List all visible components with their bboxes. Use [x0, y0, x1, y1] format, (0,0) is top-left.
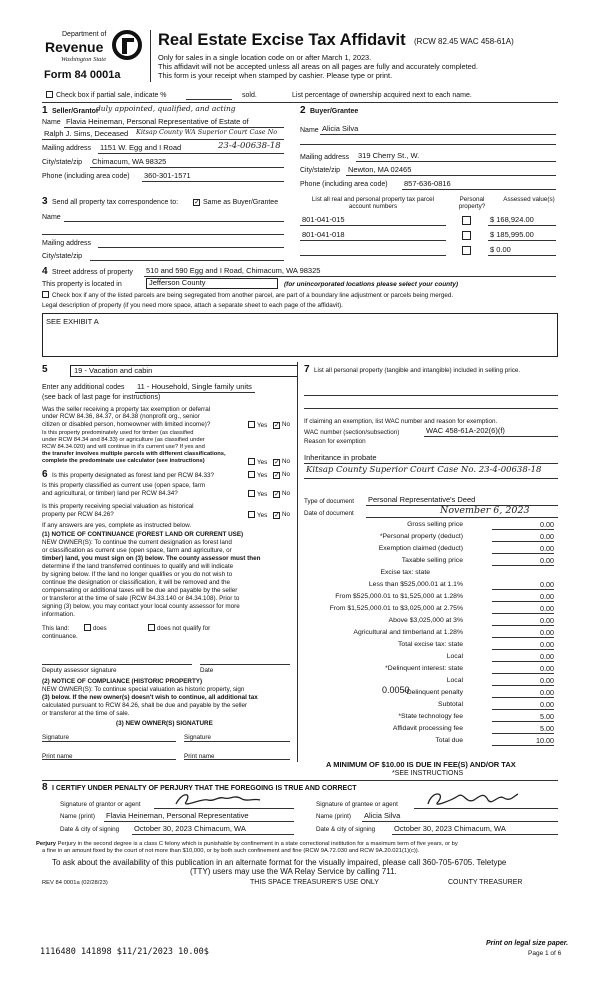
calc-label-8: Above $3,025,000 at 3%: [388, 617, 463, 624]
seller-phone-label: Phone (including area code): [42, 173, 130, 180]
buyer-phone-label: Phone (including area code): [300, 181, 388, 188]
partial-sale-label: Check box if partial sale, indicate %: [56, 92, 167, 99]
calc-value-16[interactable]: 5.00: [492, 713, 554, 722]
grantor-sig-label: Signature of grantor or agent: [60, 801, 141, 808]
calc-value-8[interactable]: 0.00: [492, 617, 554, 626]
continuance-body-5: continue the designation or classification, it will be removed and the: [42, 579, 230, 586]
grantee-signature-scribble-icon: [424, 788, 520, 810]
reason-label: Reason for exemption: [304, 438, 366, 445]
buyer-name[interactable]: Alicia Silva: [322, 124, 359, 133]
continuance-word: continuance.: [42, 633, 78, 640]
grantor-name-label: Name (print): [60, 813, 95, 820]
exemption-label: If claiming an exemption, list WAC number and reason for exemption.: [304, 418, 498, 425]
page-number: Page 1 of 6: [528, 950, 562, 957]
parcel-value-1[interactable]: $ 168,924.00: [490, 215, 534, 224]
section-2-number: 2: [300, 105, 306, 116]
calc-label-18: Total due: [435, 737, 463, 744]
calc-value-17[interactable]: 5.00: [492, 725, 554, 734]
calc-label-14: *Delinquent penalty: [404, 689, 463, 696]
s6-q1-no[interactable]: ✓ No: [273, 471, 290, 479]
q2-line5: complete the predominate use calculator (see instructions): [42, 458, 205, 464]
s6-q2-line1: Is this property classified as current use (open space, farm: [42, 482, 206, 489]
parcel-number-2[interactable]: 801-041-018: [302, 230, 345, 239]
corr-city-label: City/state/zip: [42, 253, 83, 260]
alt-format-line1: To ask about the availability of this publication in an alternate format for the visually impaired, please call 360-705-6705. Teletype: [52, 858, 507, 867]
same-as-buyer-label: Same as Buyer/Grantee: [203, 199, 279, 206]
q2-line3: RCW 84.34.020) and will continue in it's current use? If yes and: [42, 444, 205, 450]
section-6-number: 6: [42, 469, 48, 480]
calc-label-4: Excise tax: state: [380, 569, 430, 576]
calc-value-10[interactable]: 0.00: [492, 641, 554, 650]
s6-q3-line2: property per RCW 84.26?: [42, 511, 114, 518]
parcel-number-1[interactable]: 801-041-015: [302, 215, 345, 224]
q2-line4: the transfer involves multiple parcels with different classifications,: [42, 451, 226, 457]
alt-format-line2: (TTY) users may use the WA Relay Service by calling 711.: [190, 867, 397, 876]
parcel-col-numbers: List all real and personal property tax parcel account numbers: [311, 196, 435, 211]
local-rate[interactable]: 0.0050: [382, 685, 410, 695]
dept-line2: Revenue: [45, 39, 104, 55]
q2-yes[interactable]: Yes: [248, 458, 267, 466]
calc-label-13: Local: [446, 677, 463, 684]
grantor-signature-scribble-icon: [172, 790, 262, 810]
seller-annotation: duly appointed, qualified, and acting: [96, 104, 236, 113]
continuance-body-7: or transferor at the time of sale (RCW 84.33.140 or 84.34.108). Prior to: [42, 595, 240, 602]
buyer-section-label: Buyer/Grantee: [310, 108, 359, 115]
top-rule: [42, 102, 558, 103]
buyer-mailing[interactable]: 319 Cherry St., W.: [358, 151, 420, 160]
continuance-body-0: NEW OWNER(S): To continue the current designation as forest land: [42, 539, 232, 546]
if-yes-note: If any answers are yes, complete as instructed below.: [42, 522, 192, 529]
new-owner-print-label-1: Print name: [42, 753, 73, 760]
doc-type[interactable]: Personal Representative's Deed: [368, 495, 476, 504]
parcel-col-value: Assessed value(s): [503, 196, 555, 203]
same-as-buyer-checkbox[interactable]: [193, 198, 202, 206]
partial-sale-checkbox[interactable]: [46, 91, 55, 100]
new-owner-signature-title: (3) NEW OWNER(S) SIGNATURE: [116, 720, 213, 727]
s6-q3-no[interactable]: ✓ No: [273, 511, 290, 519]
reason-value[interactable]: Inheritance in probate: [304, 453, 377, 462]
located-label: This property is located in: [42, 281, 122, 288]
calc-label-15: Subtotal: [438, 701, 463, 708]
q1-line2: under RCW 84.36, 84.37, or 84.38 (nonprofit org., senior: [42, 413, 200, 420]
grantor-name[interactable]: Flavia Heineman, Personal Representative: [106, 811, 249, 820]
legal-label: Legal description of property (if you need more space, attach a separate sheet to each page of the affidavit).: [42, 302, 343, 309]
compliance-body-0: NEW OWNER(S): To continue special valuation as historic property, sign: [42, 686, 245, 693]
parcel-personal-checkbox-3[interactable]: [462, 246, 473, 257]
property-street[interactable]: 510 and 590 Egg and I Road, Chimacum, WA 98325: [146, 266, 321, 275]
certify-title: I CERTIFY UNDER PENALTY OF PERJURY THAT THE FOREGOING IS TRUE AND CORRECT: [52, 785, 357, 792]
reason-handwritten: Kitsap County Superior Court Case No. 23-4-00638-18: [306, 465, 542, 475]
calc-value-11[interactable]: 0.00: [492, 653, 554, 662]
wac-number[interactable]: WAC 458-61A-202(6)(f): [426, 426, 505, 435]
q1-no[interactable]: ✓ No: [273, 421, 290, 429]
buyer-phone[interactable]: 857-636-0816: [404, 179, 451, 188]
calc-value-9[interactable]: 0.00: [492, 629, 554, 638]
county-treasurer-label: COUNTY TREASURER: [448, 879, 523, 886]
calc-label-10: Total excise tax: state: [398, 641, 463, 648]
calc-value-3[interactable]: 0.00: [492, 557, 554, 566]
calc-label-9: Agricultural and timberland at 1.28%: [353, 629, 463, 636]
continuance-body-3: determine if the land transferred continues to qualify and will indicate: [42, 563, 234, 570]
calc-label-7: From $1,525,000.01 to $3,025,000 at 2.75%: [329, 605, 463, 612]
compliance-title: (2) NOTICE OF COMPLIANCE (HISTORIC PROPERTY): [42, 678, 203, 685]
calc-value-7[interactable]: 0.00: [492, 605, 554, 614]
grantee-signature[interactable]: [424, 788, 520, 814]
q2-line1: Is this property predominately used for timber (as classified: [42, 430, 194, 436]
dept-line3: Washington State: [61, 56, 107, 63]
calc-value-6[interactable]: 0.00: [492, 593, 554, 602]
s6-q2-yes[interactable]: Yes: [248, 490, 267, 498]
calc-value-1[interactable]: 0.00: [492, 533, 554, 542]
calc-value-2[interactable]: 0.00: [492, 545, 554, 554]
county-value: Jefferson County: [149, 278, 206, 287]
continuance-body-1: or classification as current use (open space, farm and agriculture, or: [42, 547, 232, 554]
calc-value-12[interactable]: 0.00: [492, 665, 554, 674]
land-does-checkbox[interactable]: does: [84, 624, 107, 632]
parcel-value-2[interactable]: $ 185,995.00: [490, 230, 534, 239]
grantor-date[interactable]: October 30, 2023 Chimacum, WA: [134, 824, 246, 833]
continuance-title: (1) NOTICE OF CONTINUANCE (FOREST LAND OR CURRENT USE): [42, 531, 244, 538]
calc-label-0: Gross selling price: [407, 521, 463, 528]
section-8-number: 8: [42, 782, 48, 793]
seller-name-label: Name: [42, 119, 61, 126]
seller-mailing-label: Mailing address: [42, 145, 92, 152]
doc-date-label: Date of document: [304, 510, 354, 517]
personal-property-label: List all personal property (tangible and intangible) included in selling price.: [314, 367, 521, 374]
header-note3: This form is your receipt when stamped by cashier. Please type or print.: [158, 71, 393, 80]
parcel-col-personal: Personal property?: [458, 196, 486, 211]
seller-name-line2[interactable]: Ralph J. Sims, Deceased: [44, 129, 129, 138]
seller-city[interactable]: Chimacum, WA 98325: [92, 157, 167, 166]
deputy-date-label: Date: [200, 667, 214, 674]
s6-q3-yes[interactable]: Yes: [248, 511, 267, 519]
perjury-line1: Perjury Perjury in the second degree is a class C felony which is punishable by confinement in a state correctional institution for a maximum term of five years, or by: [36, 841, 458, 847]
q1-line1: Was the seller receiving a property tax exemption or deferral: [42, 406, 211, 413]
calc-label-6: From $525,000.01 to $1,525,000 at 1.28%: [335, 593, 463, 600]
continuance-body-9: information.: [42, 611, 75, 618]
corr-mailing-label: Mailing address: [42, 240, 92, 247]
new-owner-sig-label-1: Signature: [42, 734, 69, 741]
column-divider: [297, 362, 298, 762]
wac-label: WAC number (section/subsection): [304, 429, 400, 436]
buyer-city-label: City/state/zip: [300, 167, 341, 174]
see-back-note: (see back of last page for instructions): [42, 394, 161, 401]
s6-q3-line1: Is this property receiving special valuation as historical: [42, 503, 194, 510]
parcel-value-3[interactable]: $ 0.00: [490, 245, 511, 254]
legal-description-box[interactable]: [42, 313, 558, 357]
calc-value-18[interactable]: 10.00: [492, 737, 554, 746]
calc-value-14[interactable]: 0.00: [492, 689, 554, 698]
grantor-date-label: Date & city of signing: [60, 826, 120, 833]
grantee-sig-label: Signature of grantee or agent: [316, 801, 398, 808]
calc-value-0[interactable]: 0.00: [492, 521, 554, 530]
header-note1: Only for sales in a single location code on or after March 1, 2023.: [158, 53, 372, 62]
seller-court-annotation: Kitsap County WA Superior Court Case No: [136, 128, 278, 136]
buyer-mailing-label: Mailing address: [300, 154, 350, 161]
doc-type-label: Type of document: [304, 498, 355, 505]
seller-name-line1[interactable]: Flavia Heineman, Personal Representative of Estate of: [66, 117, 249, 126]
buyer-name-label: Name: [300, 127, 319, 134]
calc-label-2: Exemption claimed (deduct): [378, 545, 463, 552]
seller-case-number: 23-4-00638-18: [218, 141, 281, 151]
street-label: Street address of property: [52, 269, 133, 276]
land-use-code: 19 - Vacation and cabin: [74, 366, 153, 375]
dept-line1: Department of: [62, 31, 107, 38]
calc-label-17: Affidavit processing fee: [392, 725, 463, 732]
calc-label-1: *Personal property (deduct): [379, 533, 463, 540]
q2-line2: under RCW 84.34 and 84.33) or agriculture (as classified under: [42, 437, 205, 443]
county-note: (for unincorporated locations please select your county): [284, 281, 459, 288]
s6-q1-yes[interactable]: Yes: [248, 471, 267, 479]
deputy-sig-label: Deputy assessor signature: [42, 667, 117, 674]
calc-label-3: Taxable selling price: [401, 557, 463, 564]
seller-section-label: Seller/Grantor: [52, 108, 99, 115]
s6-q1: Is this property designated as forest land per RCW 84.33?: [52, 472, 215, 479]
continuance-body-8: signing (3) below, you may contact your local county assessor for more: [42, 603, 240, 610]
correspondence-label: Send all property tax correspondence to:: [52, 199, 179, 206]
see-instructions: *SEE INSTRUCTIONS: [392, 770, 464, 777]
form-title: Real Estate Excise Tax Affidavit: [158, 31, 406, 49]
this-land-label: This land:: [42, 625, 70, 632]
continuance-body-2: timber) land, you must sign on (3) below. The county assessor must then: [42, 555, 261, 562]
continuance-body-4: by signing below. If the land no longer qualifies or you do not wish to: [42, 571, 233, 578]
section-5-number: 5: [42, 364, 48, 375]
s6-q2-line2: and agricultural, or timber) land per RCW 84.34?: [42, 490, 178, 497]
new-owner-sig-label-2: Signature: [184, 734, 211, 741]
grantee-name-label: Name (print): [316, 813, 351, 820]
compliance-body-1: (3) below. If the new owner(s) doesn't wish to continue, all additional tax: [42, 694, 258, 701]
calc-label-12: *Delinquent interest: state: [385, 665, 463, 672]
seller-phone[interactable]: 360-301-1571: [144, 171, 191, 180]
corr-name-label: Name: [42, 214, 61, 221]
calc-value-15[interactable]: 0.00: [492, 701, 554, 710]
form-rcw: (RCW 82.45 WAC 458-61A): [414, 37, 514, 46]
parcel-personal-checkbox-2[interactable]: [462, 231, 473, 242]
calc-value-13[interactable]: 0.00: [492, 677, 554, 686]
grantee-date[interactable]: October 30, 2023 Chimacum, WA: [394, 824, 506, 833]
doc-date[interactable]: November 6, 2023: [440, 505, 530, 516]
form-number: Form 84 0001a: [44, 69, 121, 81]
grantee-date-label: Date & city of signing: [316, 826, 376, 833]
new-owner-print-label-2: Print name: [184, 753, 215, 760]
ownership-note: List percentage of ownership acquired next to each name.: [292, 92, 472, 99]
legal-size-note: Print on legal size paper.: [486, 940, 569, 947]
segregation-checkbox[interactable]: [42, 291, 51, 300]
buyer-city[interactable]: Newton, MA 02465: [348, 165, 412, 174]
partial-sale-percent[interactable]: [186, 99, 232, 100]
section-3-number: 3: [42, 196, 48, 207]
perjury-line2: a fine in an amount fixed by the court of not more than $10,000, or by both such confinement and fine (RCW 9A.72.030 and RCW 9A.20.021(1)(c)).: [42, 848, 420, 854]
compliance-body-3: or transferor at the time of sale.: [42, 710, 130, 717]
parcel-personal-checkbox-1[interactable]: [462, 216, 473, 227]
compliance-body-2: calculated pursuant to RCW 84.26, shall be due and payable by the seller: [42, 702, 248, 709]
s6-q2-no[interactable]: ✓ No: [273, 490, 290, 498]
calc-value-5[interactable]: 0.00: [492, 581, 554, 590]
rev-number: REV 84 0001a (02/28/23): [42, 880, 108, 886]
recording-stamp: 1116480 141898 $11/21/2023 10.00$: [40, 947, 209, 957]
q2-no[interactable]: ✓ No: [273, 458, 290, 466]
minimum-note: A MINIMUM OF $10.00 IS DUE IN FEE(S) AND/OR TAX: [326, 760, 516, 769]
continuance-body-6: compensating or additional taxes will be due and payable by the seller: [42, 587, 238, 594]
additional-codes[interactable]: 11 - Household, Single family units: [137, 382, 252, 391]
segregation-label: Check box if any of the listed parcels are being segregated from another parcel, are part of a boundary line adjustment or parcels being merged.: [52, 292, 454, 299]
grantee-name[interactable]: Alicia Silva: [364, 811, 401, 820]
seller-city-label: City/state/zip: [42, 159, 83, 166]
calc-label-5: Less than $525,000.01 at 1.1%: [368, 581, 463, 588]
legal-description: SEE EXHIBIT A: [46, 317, 99, 326]
additional-codes-label: Enter any additional codes: [42, 384, 125, 391]
q1-line3: citizen or disabled person, homeowner with limited income)?: [42, 421, 211, 428]
calc-label-11: Local: [446, 653, 463, 660]
land-does-not-checkbox[interactable]: does not qualify for: [148, 624, 210, 632]
dor-logo-icon: [112, 30, 142, 60]
section-7-number: 7: [304, 364, 310, 375]
section-1-number: 1: [42, 105, 48, 116]
header-divider: [150, 30, 151, 82]
partial-sale-sold: sold.: [242, 92, 257, 99]
q1-yes[interactable]: Yes: [248, 421, 267, 429]
seller-mailing[interactable]: 1151 W. Egg and I Road: [100, 143, 182, 152]
calc-label-16: *State technology fee: [398, 713, 463, 720]
header-note2: This affidavit will not be accepted unless all areas on all pages are fully and accurately completed.: [158, 62, 478, 71]
section-4-number: 4: [42, 266, 48, 277]
treasurer-use-label: THIS SPACE TREASURER'S USE ONLY: [250, 879, 379, 886]
